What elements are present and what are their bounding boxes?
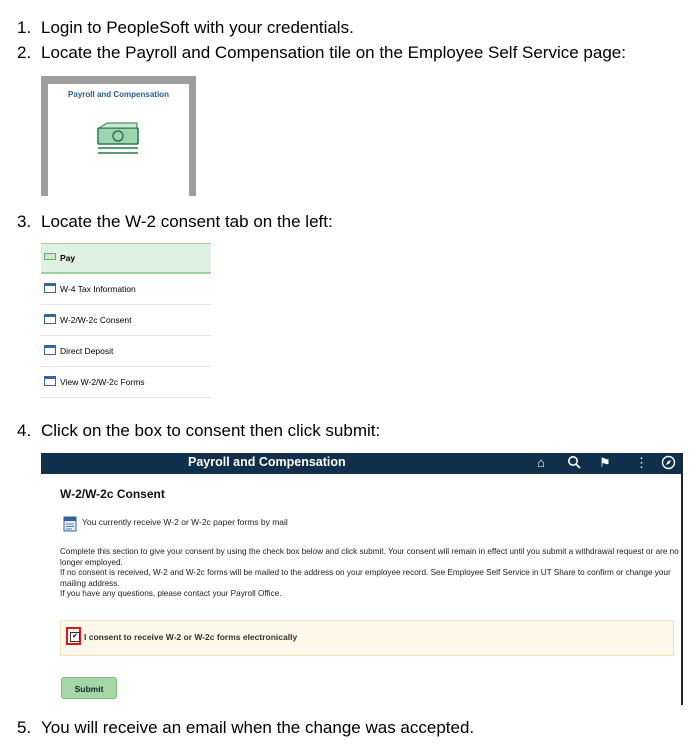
consent-checkbox-row	[60, 620, 674, 656]
nav-item-label: Pay	[60, 253, 76, 263]
step-text: Click on the box to consent then click submit:	[41, 421, 381, 440]
step-number: 2.	[17, 43, 32, 62]
tile-title: Payroll and Compensation	[68, 90, 169, 99]
step-4	[17, 421, 380, 441]
page-title: W-2/W-2c Consent	[60, 487, 165, 501]
consent-page	[41, 453, 683, 705]
nav-item-label: W-4 Tax Information	[60, 284, 136, 294]
compass-icon[interactable]	[661, 455, 676, 474]
paper-forms-notice: You currently receive W-2 or W-2c paper forms by mail	[82, 517, 288, 527]
consent-checkbox-label: I consent to receive W-2 or W-2c forms electronically	[84, 632, 298, 642]
left-nav	[41, 243, 211, 405]
pay-icon	[44, 253, 56, 260]
step-number: 4.	[17, 421, 32, 440]
step-2	[17, 43, 626, 63]
nav-item-label: W-2/W-2c Consent	[60, 315, 132, 325]
submit-button[interactable]: Submit	[61, 677, 117, 699]
consent-checkbox[interactable]: ✔	[70, 632, 80, 642]
step-1	[17, 18, 354, 38]
more-icon[interactable]: ⋮	[635, 455, 648, 470]
step-text: Login to PeopleSoft with your credentials.	[41, 18, 354, 37]
search-icon[interactable]	[567, 455, 581, 473]
instruction-paragraph: Complete this section to give your consent by using the check box below and click submit. Your consent will remain in effect until you submit a withdrawal request or are no longer employed.	[60, 547, 679, 567]
step-number: 1.	[17, 18, 32, 37]
form-icon	[44, 314, 56, 324]
home-icon[interactable]: ⌂	[537, 455, 545, 470]
consent-instructions	[60, 547, 680, 600]
nav-item-view-w2-forms[interactable]	[41, 367, 211, 398]
money-icon	[97, 122, 139, 156]
form-icon	[44, 376, 56, 386]
nav-item-label: View W-2/W-2c Forms	[60, 377, 145, 387]
instruction-paragraph: If you have any questions, please contact your Payroll Office.	[60, 589, 282, 598]
nav-item-w4-tax-information[interactable]	[41, 274, 211, 305]
step-5	[17, 718, 474, 738]
form-icon	[44, 345, 56, 355]
payroll-compensation-tile[interactable]	[48, 84, 189, 196]
header-title: Payroll and Compensation	[188, 455, 346, 469]
step-number: 3.	[17, 212, 32, 231]
step-text: Locate the Payroll and Compensation tile on the Employee Self Service page:	[41, 43, 626, 62]
step-number: 5.	[17, 718, 32, 737]
nav-item-pay[interactable]	[41, 243, 211, 274]
step-text: Locate the W-2 consent tab on the left:	[41, 212, 333, 231]
step-text: You will receive an email when the change was accepted.	[41, 718, 475, 737]
form-icon	[44, 283, 56, 293]
page-header	[41, 453, 681, 474]
instruction-paragraph: If no consent is received, W-2 and W-2c forms will be mailed to the address on your employee record. See Employee Self Service in UT Share to confirm or change your mailing address.	[60, 568, 671, 588]
nav-item-label: Direct Deposit	[60, 346, 114, 356]
nav-item-w2-consent[interactable]	[41, 305, 211, 336]
checkbox-highlight	[66, 627, 81, 645]
document-icon	[63, 516, 77, 532]
step-3	[17, 212, 333, 232]
nav-item-direct-deposit[interactable]	[41, 336, 211, 367]
flag-icon[interactable]: ⚑	[599, 455, 611, 470]
